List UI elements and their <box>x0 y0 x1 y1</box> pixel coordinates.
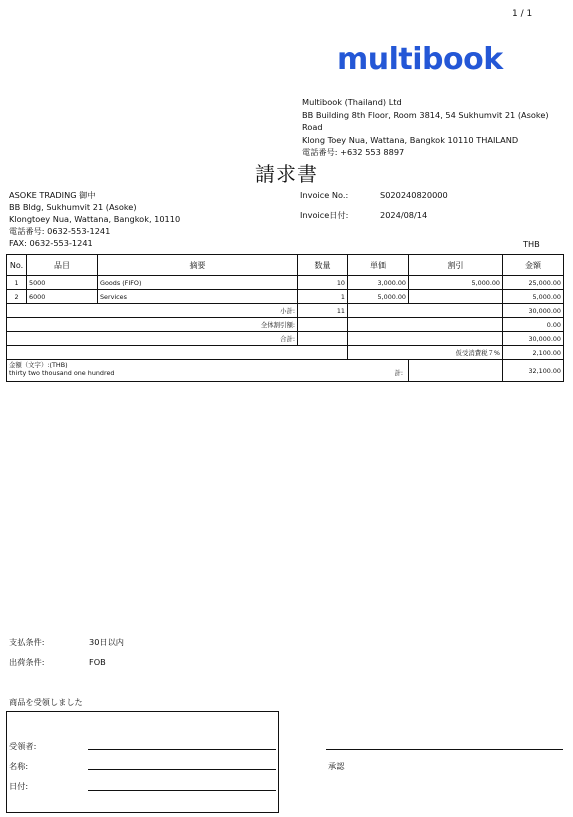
vat-blank <box>7 346 348 360</box>
shipping-terms-value: FOB <box>89 657 106 667</box>
date-signature-line <box>88 790 276 791</box>
shipping-terms-label: 出荷条件: <box>9 657 45 667</box>
row-amount: 25,000.00 <box>503 276 564 290</box>
header-unit-price: 単価 <box>348 255 409 276</box>
overall-discount-amount: 0.00 <box>503 318 564 332</box>
grand-total-label: 計: <box>394 369 403 377</box>
amount-in-words-cell <box>7 360 409 382</box>
row-unit-price: 5,000.00 <box>348 290 409 304</box>
total-row <box>7 332 564 346</box>
receiver-signature-line <box>88 749 276 750</box>
header-quantity: 数量 <box>298 255 348 276</box>
table-row <box>7 290 564 304</box>
customer-address-1: BB Bldg, Sukhumvit 21 (Asoke) <box>9 202 137 212</box>
document-title: 請求書 <box>255 162 318 186</box>
amount-words: thirty two thousand one hundred <box>9 369 115 377</box>
overall-discount-blank <box>348 318 503 332</box>
header-item: 品目 <box>27 255 98 276</box>
subtotal-blank <box>348 304 503 318</box>
company-address-1: BB Building 8th Floor, Room 3814, 54 Sukhumvit 21 (Asoke) <box>302 109 549 120</box>
receiver-label: 受領者: <box>9 741 37 751</box>
payment-terms-label: 支払条件: <box>9 637 45 647</box>
name-label: 名称: <box>9 761 29 771</box>
grand-total-blank <box>409 360 503 382</box>
name-signature-line <box>88 769 276 770</box>
subtotal-quantity: 11 <box>298 304 348 318</box>
row-discount <box>409 290 503 304</box>
subtotal-label: 小計: <box>7 304 298 318</box>
receipt-heading: 商品を受領しました <box>9 697 83 707</box>
invoice-date-value: 2024/08/14 <box>380 210 428 220</box>
total-blank <box>348 332 503 346</box>
approval-label: 承認 <box>328 761 345 771</box>
grand-total-amount: 32,100.00 <box>503 360 564 382</box>
row-description: Services <box>98 290 298 304</box>
header-no: No. <box>7 255 27 276</box>
table-header-row <box>7 255 564 276</box>
company-address-2: Road <box>302 122 323 132</box>
header-description: 摘要 <box>98 255 298 276</box>
company-address-3: Klong Toey Nua, Wattana, Bangkok 10110 THAILAND <box>302 134 519 145</box>
row-item: 6000 <box>27 290 98 304</box>
company-name: Multibook (Thailand) Ltd <box>302 97 402 107</box>
row-quantity: 10 <box>298 276 348 290</box>
grand-total-row <box>7 360 564 382</box>
customer-info <box>9 189 259 249</box>
table-row <box>7 276 564 290</box>
customer-address-2: Klongtoey Nua, Wattana, Bangkok, 10110 <box>9 214 181 224</box>
payment-terms-value: 30日以内 <box>89 637 124 647</box>
header-amount: 金額 <box>503 255 564 276</box>
currency-code: THB <box>523 239 540 249</box>
row-no: 1 <box>7 276 27 290</box>
invoice-number-label: Invoice No.: <box>300 190 349 200</box>
line-items-table <box>6 254 564 382</box>
total-blank-qty <box>298 332 348 346</box>
date-label: 日付: <box>9 781 29 791</box>
total-label: 合計: <box>7 332 298 346</box>
customer-fax: FAX: 0632-553-1241 <box>9 238 93 248</box>
row-item: 5000 <box>27 276 98 290</box>
invoice-number-value: S020240820000 <box>380 190 448 200</box>
company-info <box>302 96 552 159</box>
row-no: 2 <box>7 290 27 304</box>
row-quantity: 1 <box>298 290 348 304</box>
vat-row <box>7 346 564 360</box>
row-amount: 5,000.00 <box>503 290 564 304</box>
total-amount: 30,000.00 <box>503 332 564 346</box>
overall-discount-blank-qty <box>298 318 348 332</box>
page-number: 1 / 1 <box>512 9 533 19</box>
customer-phone: 電話番号: 0632-553-1241 <box>9 226 111 236</box>
header-discount: 割引 <box>409 255 503 276</box>
customer-name: ASOKE TRADING 御中 <box>9 190 96 200</box>
subtotal-row <box>7 304 564 318</box>
vat-amount: 2,100.00 <box>503 346 564 360</box>
overall-discount-row <box>7 318 564 332</box>
company-logo: multibook <box>337 42 503 77</box>
company-phone: 電話番号: +632 553 8897 <box>302 147 405 157</box>
invoice-date-label: Invoice日付: <box>300 210 349 220</box>
row-unit-price: 3,000.00 <box>348 276 409 290</box>
amount-words-label: 金額（文字）:(THB) <box>9 361 68 369</box>
approval-signature-line <box>326 749 563 750</box>
receipt-box <box>6 711 279 813</box>
vat-label: 仮受消費税７% <box>348 346 503 360</box>
row-discount: 5,000.00 <box>409 276 503 290</box>
subtotal-amount: 30,000.00 <box>503 304 564 318</box>
row-description: Goods (FIFO) <box>98 276 298 290</box>
overall-discount-label: 全体割引額: <box>7 318 298 332</box>
